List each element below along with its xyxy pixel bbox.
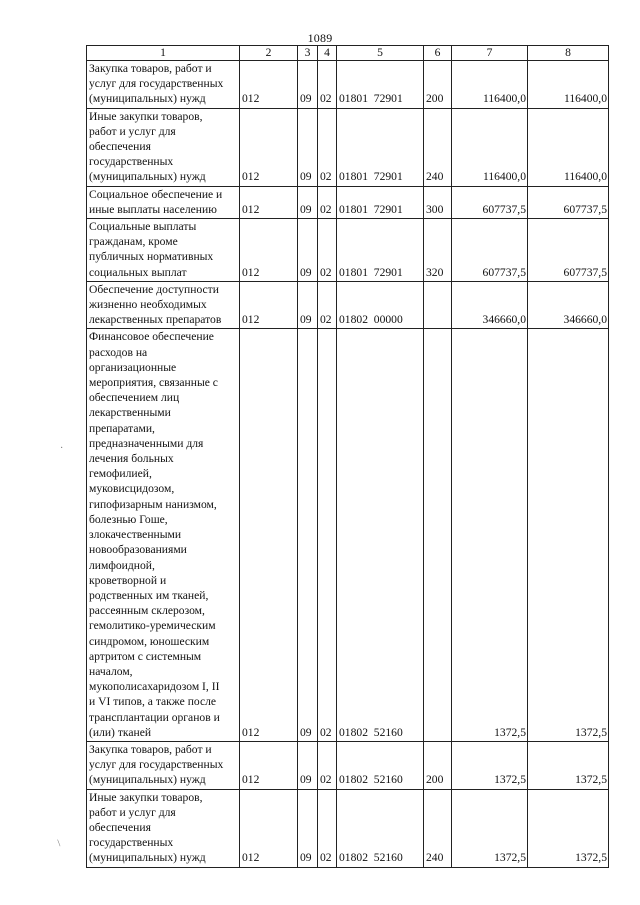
row-name: Финансовое обеспечение расходов на организационные мероприятия, связанные с обеспечением лиц лекарственными препаратами, предназначенными для лечения больных гемофилией, муковисцидозом, гипофизарным нанизмом, болезнью Гоше, злокачественными новообразованиями лимфоидной, кроветворной и родственных им тканей, рассеянным склерозом, гемолитико-уремическим синдромом, юношеским артритом с системным началом, мукополисахаридозом I, II и VI типов, а также после трансплантации органов и (или) тканей bbox=[87, 329, 240, 741]
grbs-code: 012 bbox=[240, 789, 298, 867]
amount-year-2: 116400,0 bbox=[528, 61, 609, 109]
target-article-code: 01801 72901 bbox=[337, 61, 424, 109]
subsection-code: 02 bbox=[318, 281, 337, 329]
grbs-code: 012 bbox=[240, 108, 298, 186]
row-name: Иные закупки товаров, работ и услуг для обеспечения государственных (муниципальных) нужд bbox=[87, 108, 240, 186]
section-code: 09 bbox=[298, 108, 318, 186]
target-article-code: 01802 52160 bbox=[337, 789, 424, 867]
column-header: 3 bbox=[298, 46, 318, 61]
row-name: Иные закупки товаров, работ и услуг для обеспечения государственных (муниципальных) нужд bbox=[87, 789, 240, 867]
column-header: 1 bbox=[87, 46, 240, 61]
amount-year-2: 116400,0 bbox=[528, 108, 609, 186]
grbs-code: 012 bbox=[240, 281, 298, 329]
column-header: 6 bbox=[424, 46, 452, 61]
table-row bbox=[87, 329, 609, 741]
amount-year-1: 1372,5 bbox=[452, 789, 528, 867]
subsection-code: 02 bbox=[318, 219, 337, 282]
amount-year-2: 1372,5 bbox=[528, 789, 609, 867]
expense-type-code: 240 bbox=[424, 108, 452, 186]
expense-type-code bbox=[424, 329, 452, 741]
grbs-code: 012 bbox=[240, 741, 298, 789]
table-row bbox=[87, 61, 609, 109]
grbs-code: 012 bbox=[240, 61, 298, 109]
amount-year-1: 1372,5 bbox=[452, 329, 528, 741]
expense-type-code: 200 bbox=[424, 741, 452, 789]
section-code: 09 bbox=[298, 186, 318, 218]
row-name: Социальные выплаты гражданам, кроме публичных нормативных социальных выплат bbox=[87, 219, 240, 282]
amount-year-1: 1372,5 bbox=[452, 741, 528, 789]
page-number: 1089 bbox=[307, 31, 333, 45]
scan-dot-mark: · bbox=[60, 443, 64, 454]
subsection-code: 02 bbox=[318, 61, 337, 109]
section-code: 09 bbox=[298, 741, 318, 789]
amount-year-1: 607737,5 bbox=[452, 186, 528, 218]
section-code: 09 bbox=[298, 281, 318, 329]
table-row bbox=[87, 281, 609, 329]
grbs-code: 012 bbox=[240, 186, 298, 218]
amount-year-1: 116400,0 bbox=[452, 61, 528, 109]
row-name: Закупка товаров, работ и услуг для государственных (муниципальных) нужд bbox=[87, 61, 240, 109]
amount-year-1: 346660,0 bbox=[452, 281, 528, 329]
table-row bbox=[87, 789, 609, 867]
amount-year-2: 1372,5 bbox=[528, 741, 609, 789]
target-article-code: 01802 52160 bbox=[337, 741, 424, 789]
section-code: 09 bbox=[298, 329, 318, 741]
expense-type-code: 320 bbox=[424, 219, 452, 282]
subsection-code: 02 bbox=[318, 741, 337, 789]
expense-type-code: 200 bbox=[424, 61, 452, 109]
subsection-code: 02 bbox=[318, 329, 337, 741]
expense-type-code: 240 bbox=[424, 789, 452, 867]
target-article-code: 01801 72901 bbox=[337, 219, 424, 282]
scan-stroke-mark: / bbox=[54, 838, 64, 849]
column-header: 4 bbox=[318, 46, 337, 61]
table-row bbox=[87, 741, 609, 789]
grbs-code: 012 bbox=[240, 329, 298, 741]
section-code: 09 bbox=[298, 219, 318, 282]
table-row bbox=[87, 219, 609, 282]
amount-year-1: 607737,5 bbox=[452, 219, 528, 282]
column-numbers-row bbox=[87, 46, 609, 61]
expense-type-code bbox=[424, 281, 452, 329]
grbs-code: 012 bbox=[240, 219, 298, 282]
target-article-code: 01801 72901 bbox=[337, 186, 424, 218]
table-row bbox=[87, 108, 609, 186]
row-name: Закупка товаров, работ и услуг для государственных (муниципальных) нужд bbox=[87, 741, 240, 789]
column-header: 7 bbox=[452, 46, 528, 61]
amount-year-2: 607737,5 bbox=[528, 186, 609, 218]
subsection-code: 02 bbox=[318, 789, 337, 867]
budget-table bbox=[86, 45, 609, 868]
subsection-code: 02 bbox=[318, 108, 337, 186]
column-header: 8 bbox=[528, 46, 609, 61]
target-article-code: 01802 00000 bbox=[337, 281, 424, 329]
target-article-code: 01802 52160 bbox=[337, 329, 424, 741]
amount-year-2: 607737,5 bbox=[528, 219, 609, 282]
row-name: Социальное обеспечение и иные выплаты населению bbox=[87, 186, 240, 218]
target-article-code: 01801 72901 bbox=[337, 108, 424, 186]
amount-year-2: 1372,5 bbox=[528, 329, 609, 741]
section-code: 09 bbox=[298, 61, 318, 109]
column-header: 2 bbox=[240, 46, 298, 61]
column-header: 5 bbox=[337, 46, 424, 61]
amount-year-1: 116400,0 bbox=[452, 108, 528, 186]
table-row bbox=[87, 186, 609, 218]
subsection-code: 02 bbox=[318, 186, 337, 218]
expense-type-code: 300 bbox=[424, 186, 452, 218]
section-code: 09 bbox=[298, 789, 318, 867]
row-name: Обеспечение доступности жизненно необходимых лекарственных препаратов bbox=[87, 281, 240, 329]
amount-year-2: 346660,0 bbox=[528, 281, 609, 329]
table-body bbox=[87, 46, 609, 868]
